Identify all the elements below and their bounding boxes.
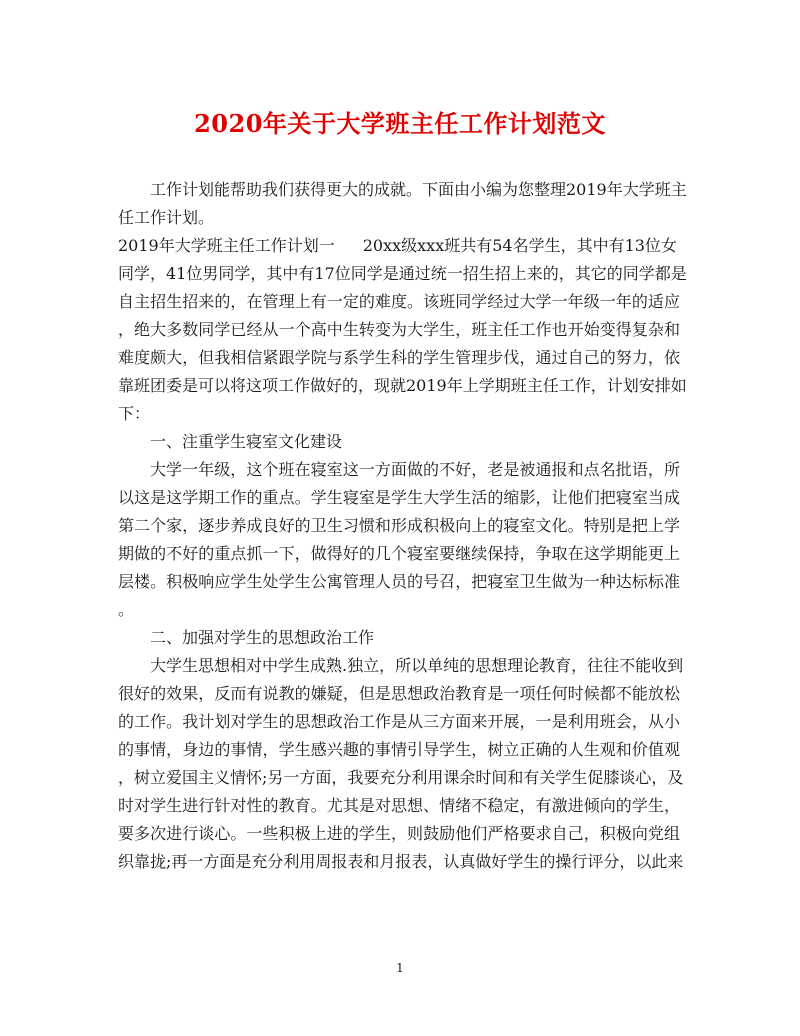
paragraph-line: 大学生思想相对中学生成熟.独立，所以单纯的思想理论教育，往往不能收到 (150, 656, 684, 675)
paragraph-line: ，绝大多数同学已经从一个高中生转变为大学生，班主任工作也开始变得复杂和 (118, 320, 680, 339)
paragraph-line: 任工作计划。 (118, 208, 215, 227)
paragraph-line: 织靠拢;再一方面是充分利用周报表和月报表，认真做好学生的操行评分，以此来 (118, 852, 684, 871)
paragraph-line: 自主招生招来的，在管理上有一定的难度。该班同学经过大学一年级一年的适应 (118, 292, 680, 311)
paragraph-line: 的工作。我计划对学生的思想政治工作是从三方面来开展，一是利用班会，从小 (118, 712, 680, 731)
paragraph-line: 要多次进行谈心。一些积极上进的学生，则鼓励他们严格要求自己，积极向党组 (118, 824, 680, 843)
paragraph-line: 的事情，身边的事情，学生感兴趣的事情引导学生，树立正确的人生观和价值观 (118, 740, 680, 759)
document-title: 2020年关于大学班主任工作计划范文 (194, 109, 606, 138)
paragraph-line: 下： (118, 404, 151, 423)
paragraph-line: 很好的效果，反而有说教的嫌疑，但是思想政治教育是一项任何时候都不能放松 (118, 684, 680, 703)
paragraph-line: 期做的不好的重点抓一下，做得好的几个寝室要继续保持，争取在这学期能更上 (118, 544, 680, 563)
paragraph-line: 时对学生进行针对性的教育。尤其是对思想、情绪不稳定，有激进倾向的学生， (118, 796, 680, 815)
paragraph-line: 以这是这学期工作的重点。学生寝室是学生大学生活的缩影，让他们把寝室当成 (118, 488, 680, 507)
paragraph-text-inline: 20xx级xxx班共有54名学生，其中有13位女 (362, 236, 677, 255)
paragraph-line: 第二个家，逐步养成良好的卫生习惯和形成积极向上的寝室文化。特别是把上学 (118, 516, 680, 535)
paragraph-line: 同学，41位男同学，其中有17位同学是通过统一招生招上来的，其它的同学都是 (118, 264, 687, 283)
paragraph-line (118, 236, 680, 256)
paragraph-line: 工作计划能帮助我们获得更大的成就。下面由小编为您整理2019年大学班主 (150, 180, 687, 199)
paragraph-line: 靠班团委是可以将这项工作做好的，现就2019年上学期班主任工作，计划安排如 (118, 376, 687, 395)
paragraph-line: 大学一年级，这个班在寝室这一方面做的不好，老是被通报和点名批语，所 (150, 460, 680, 479)
page-number: 1 (396, 961, 404, 975)
paragraph-line: ，树立爱国主义情怀;另一方面，我要充分利用课余时间和有关学生促膝谈心，及 (118, 768, 684, 787)
paragraph-line: 。 (118, 600, 135, 619)
section-heading: 一、注重学生寝室文化建设 (150, 432, 343, 451)
plan-heading-inline: 2019年大学班主任工作计划一 (118, 236, 335, 255)
paragraph-line: 难度颇大，但我相信紧跟学院与系学生科的学生管理步伐，通过自己的努力，依 (118, 348, 680, 367)
paragraph-line: 层楼。积极响应学生处学生公寓管理人员的号召，把寝室卫生做为一种达标标准 (118, 572, 680, 591)
section-heading: 二、加强对学生的思想政治工作 (150, 628, 375, 647)
